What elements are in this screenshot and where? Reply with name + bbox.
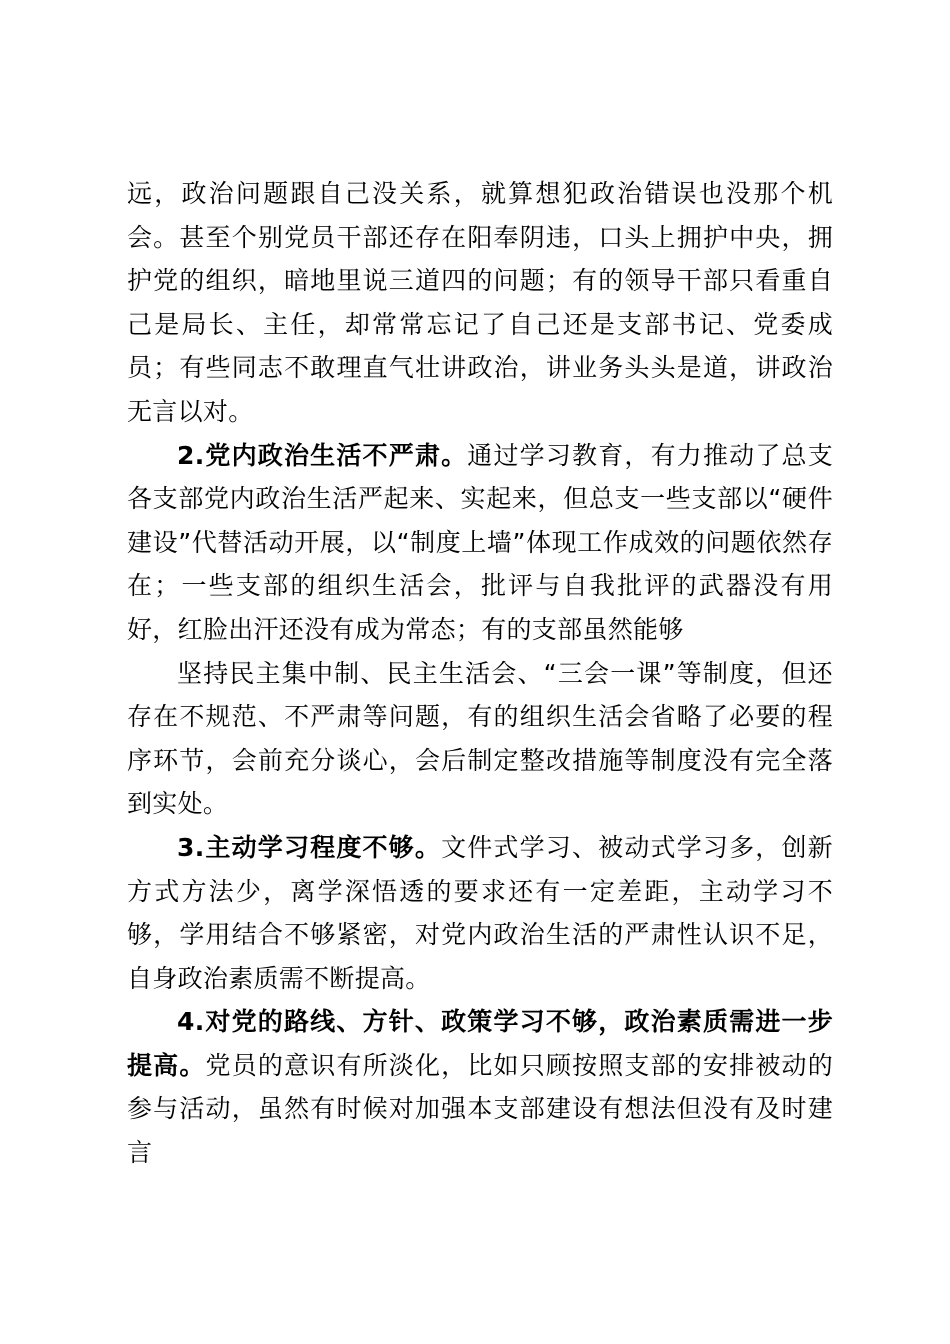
paragraph-text: 通过学习教育，有力推动了总支各支部党内政治生活严起来、实起来，但总支一些支部以“硬件建设”代替活动开展，以“制度上墙”体现工作成效的问题依然存在；一些支部的组织生活会，批评与自我批评的武器没有用好，红脸出汗还没有成为常态；有的支部虽然能够	[127, 440, 834, 644]
paragraph-item-2-cont	[127, 652, 833, 826]
item-heading: 3.主动学习程度不够。	[177, 832, 442, 862]
paragraph-text: 坚持民主集中制、民主生活会、“三会一课”等制度，但还存在不规范、不严肃等问题，有的组织生活会省略了必要的程序环节，会前充分谈心，会后制定整改措施等制度没有完全落到实处。	[127, 658, 833, 819]
paragraph-item-3	[127, 826, 833, 1000]
paragraph-text: 远，政治问题跟自己没关系，就算想犯政治错误也没那个机会。甚至个别党员干部还存在阳奉阴违，口头上拥护中央，拥护党的组织，暗地里说三道四的问题；有的领导干部只看重自己是局长、主任，却常常忘记了自己还是支部书记、党委成员；有些同志不敢理直气壮讲政治，讲业务头头是道，讲政治无言以对。	[127, 179, 833, 426]
paragraph-text: 文件式学习、被动式学习多，创新方式方法少，离学深悟透的要求还有一定差距，主动学习不够，学用结合不够紧密，对党内政治生活的严肃性认识不足，自身政治素质需不断提高。	[127, 832, 833, 993]
document-body	[127, 172, 833, 1175]
item-heading: 2.党内政治生活不严肃。	[177, 440, 468, 470]
paragraph-text: 党员的意识有所淡化，比如只顾按照支部的安排被动的参与活动，虽然有时候对加强本支部建设有想法但没有及时建言	[127, 1050, 833, 1168]
item-heading: 4.对党的路线、方针、政策学习不够，政治素质需进一步提高。	[127, 1007, 833, 1080]
paragraph-item-4	[127, 1000, 833, 1174]
paragraph-continuation	[127, 172, 833, 434]
paragraph-item-2	[127, 434, 833, 652]
